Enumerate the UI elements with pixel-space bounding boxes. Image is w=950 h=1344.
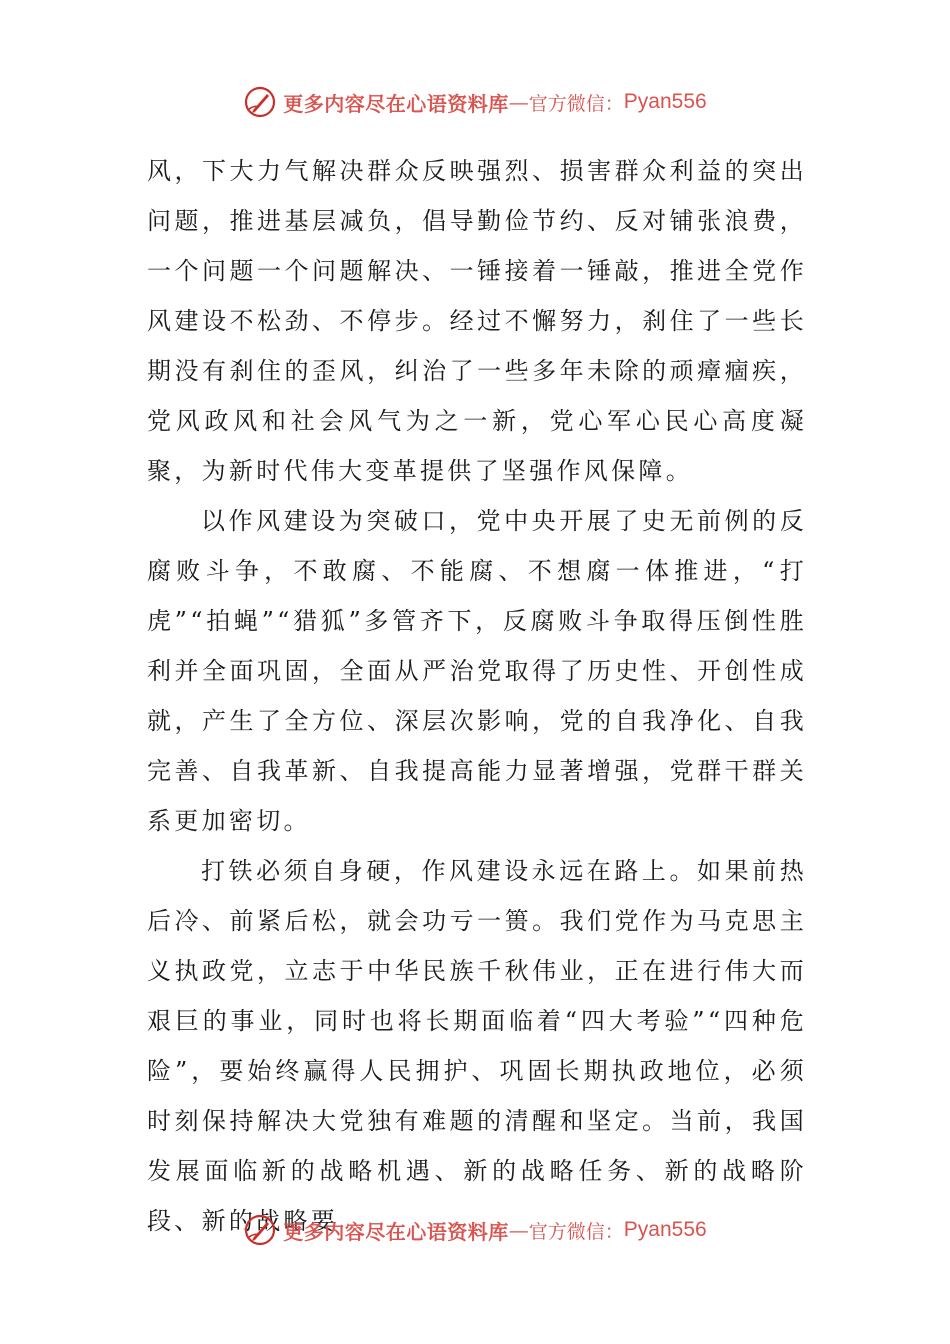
banner-dash: — <box>508 90 529 114</box>
paragraph-3: 打铁必须自身硬，作风建设永远在路上。如果前热后冷、前紧后松，就会功亏一篑。我们党作为马克思主义执政党，立志于中华民族千秋伟业，正在进行伟大而艰巨的事业，同时也将长期面临着“四大考验”“四种危险”，要始终赢得人民拥护、巩固长期执政地位，必须时刻保持解决大党独有难题的清醒和坚定。当前，我国发展面临新的战略机遇、新的战略任务、新的战略阶段、新的战略要 <box>147 857 807 1235</box>
paragraph-1: 风，下大力气解决群众反映强烈、损害群众利益的突出问题，推进基层减负，倡导勤俭节约、反对铺张浪费，一个问题一个问题解决、一锤接着一锤敲，推进全党作风建设不松劲、不停步。经过不懈努力，刹住了一些长期没有刹住的歪风，纠治了一些多年未除的顽瘴痼疾，党风政风和社会风气为之一新，党心军心民心高度凝聚，为新时代伟大变革提供了坚强作风保障。 <box>147 157 807 485</box>
document-body <box>147 146 807 1246</box>
banner-main-text: 更多内容尽在心语资料库 <box>283 1219 509 1244</box>
pen-logo-icon <box>243 1213 277 1247</box>
banner-sub-text: 官方微信： <box>528 92 624 115</box>
banner-wechat-id: Pyan556 <box>623 1218 707 1241</box>
footer-watermark-banner <box>0 1210 950 1250</box>
banner-wechat-id: Pyan556 <box>623 90 707 113</box>
banner-main-text: 更多内容尽在心语资料库 <box>283 91 509 116</box>
banner-dash: — <box>508 1218 529 1242</box>
banner-sub-text: 官方微信： <box>528 1220 624 1243</box>
paragraph-2: 以作风建设为突破口，党中央开展了史无前例的反腐败斗争，不敢腐、不能腐、不想腐一体推进，“打虎”“拍蝇”“猎狐”多管齐下，反腐败斗争取得压倒性胜利并全面巩固，全面从严治党取得了历史性、开创性成就，产生了全方位、深层次影响，党的自我净化、自我完善、自我革新、自我提高能力显著增强，党群干群关系更加密切。 <box>147 507 807 835</box>
pen-logo-icon <box>243 85 277 119</box>
header-watermark-banner <box>0 82 950 122</box>
